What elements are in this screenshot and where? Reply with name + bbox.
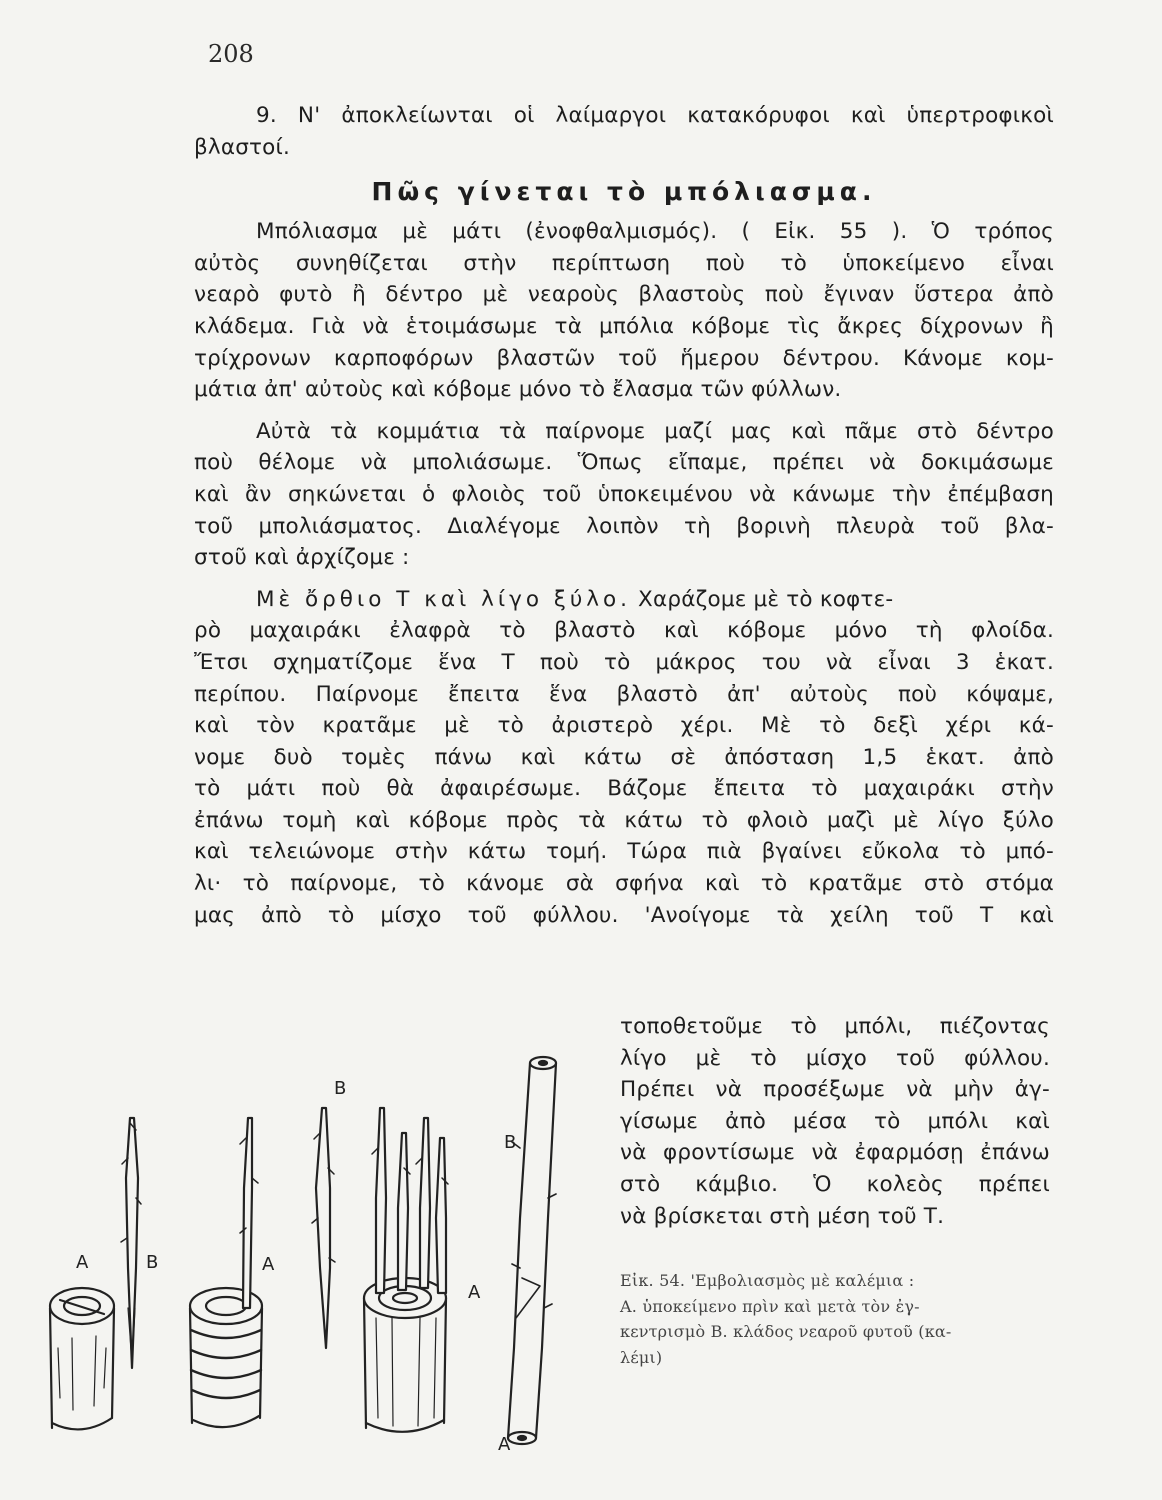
label-b: B	[504, 1132, 517, 1153]
text-line: Αὐτὰ τὰ κομμάτια τὰ παίρνομε μαζί μας καὶ πᾶμε στὸ δέντρο	[256, 418, 1054, 444]
text-line: Μπόλιασμα μὲ μάτι (ἐνοφθαλμισμός). ( Εἰκ. 55 ). Ὁ τρόπος	[256, 219, 1054, 245]
text-line: νὰ φροντίσωμε νὰ ἐφαρμόσῃ ἐπάνω	[620, 1140, 1050, 1166]
subheading-lead: Μὲ ὄρθιο Τ καὶ λίγο ξύλο.	[256, 586, 631, 612]
text-line: τὸ μάτι ποὺ θὰ ἀφαιρέσωμε. Βάζομε ἔπειτα τὸ μαχαιράκι στὴν	[194, 776, 1054, 802]
text-line: καὶ τελειώνομε στὴν κάτω τομή. Τώρα πιὰ βγαίνει εὔκολα τὸ μπό-	[194, 839, 1054, 865]
text-line: στοῦ καὶ ἀρχίζομε :	[194, 545, 410, 571]
label-b: B	[334, 1078, 347, 1099]
side-text	[620, 1011, 1050, 1232]
text-line: ἐπάνω τομὴ καὶ κόβομε πρὸς τὰ κάτω τὸ φλοιὸ μαζὶ μὲ λίγο ξύλο	[194, 807, 1054, 833]
figure-caption	[620, 1268, 1050, 1370]
caption-line: Εἰκ. 54. 'Εμβολιασμὸς μὲ καλέμια :	[620, 1271, 915, 1290]
text-line: λι· τὸ παίρνομε, τὸ κάνομε σὰ σφήνα καὶ τὸ κρατᾶμε στὸ στόμα	[194, 871, 1054, 897]
label-a: A	[468, 1282, 481, 1303]
text-line: νὰ βρίσκεται στὴ μέση τοῦ Τ.	[620, 1203, 945, 1229]
caption-line: Α. ὑποκείμενο πρὶν καὶ μετὰ τὸν ἐγ-	[620, 1296, 920, 1316]
text-line: στὸ κάμβιο. Ὁ κολεὸς πρέπει	[620, 1171, 1050, 1197]
text-line: 9. Ν' ἀποκλείωνται οἱ λαίμαργοι κατακόρυφοι καὶ ὑπερτροφικοὶ	[256, 103, 1054, 128]
label-a: A	[76, 1252, 89, 1273]
text-line: μας ἀπὸ τὸ μίσχο τοῦ φύλλου. 'Ανοίγομε τὰ χείλη τοῦ Τ καὶ	[194, 902, 1054, 928]
section-heading: Πῶς γίνεται τὸ μπόλιασμα.	[371, 177, 877, 207]
text-line: περίπου. Παίρνομε ἔπειτα ἕνα βλαστὸ ἀπ' αὐτοὺς ποὺ κόψαμε,	[194, 681, 1054, 707]
grafting-illustration	[0, 1018, 600, 1455]
main-text	[194, 100, 1054, 931]
text-line: καὶ τὸν κρατᾶμε μὲ τὸ ἀριστερὸ χέρι. Μὲ τὸ δεξὶ χέρι κά-	[194, 713, 1054, 739]
label-b: B	[146, 1252, 159, 1273]
text-line: μάτια ἀπ' αὐτοὺς καὶ κόβομε μόνο τὸ ἔλασμα τῶν φύλλων.	[194, 377, 842, 403]
text-line: καὶ ἂν σηκώνεται ὁ φλοιὸς τοῦ ὑποκειμένου νὰ κάνωμε τὴν ἐπέμβαση	[194, 481, 1054, 507]
text-line: τοῦ μπολιάσματος. Διαλέγομε λοιπὸν τὴ βορινὴ πλευρὰ τοῦ βλα-	[194, 513, 1054, 539]
text-line: βλαστοί.	[194, 134, 291, 160]
text-line: τρίχρονων καρποφόρων βλαστῶν τοῦ ἥμερου δέντρου. Κάνομε κομ-	[194, 345, 1054, 371]
text-line	[194, 584, 1054, 616]
page-number: 208	[208, 40, 254, 68]
caption-line: λέμι)	[620, 1347, 663, 1367]
label-a: A	[498, 1434, 511, 1455]
text-line: ποὺ θέλομε νὰ μπολιάσωμε. Ὅπως εἴπαμε, πρέπει νὰ δοκιμάσωμε	[194, 450, 1054, 476]
caption-line: κεντρισμὸ Β. κλάδος νεαροῦ φυτοῦ (κα-	[620, 1322, 952, 1341]
text-line: τοποθετοῦμε τὸ μπόλι, πιέζοντας	[620, 1014, 1050, 1039]
text-line: αὐτὸς συνηθίζεται στὴν περίπτωση ποὺ τὸ ὑποκείμενο εἶναι	[194, 250, 1054, 276]
text-line: κλάδεμα. Γιὰ νὰ ἑτοιμάσωμε τὰ μπόλια κόβομε τὶς ἄκρες δίχρονων ἢ	[194, 313, 1054, 339]
text-line: νεαρὸ φυτὸ ἢ δέντρο μὲ νεαροὺς βλαστοὺς ποὺ ἔγιναν ὕστερα ἀπὸ	[194, 282, 1054, 308]
text-line: Ἔτσι σχηματίζομε ἕνα Τ ποὺ τὸ μάκρος του νὰ εἶναι 3 ἑκατ.	[194, 649, 1054, 675]
text-line: λίγο μὲ τὸ μίσχο τοῦ φύλλου.	[620, 1045, 1050, 1071]
text-line: νομε δυὸ τομὲς πάνω καὶ κάτω σὲ ἀπόσταση 1,5 ἑκατ. ἀπὸ	[194, 744, 1054, 770]
text-fragment: Χαράζομε μὲ τὸ κοφτε-	[638, 586, 894, 612]
text-line: γίσωμε ἀπὸ μέσα τὸ μπόλι καὶ	[620, 1108, 1050, 1134]
label-a: A	[262, 1254, 275, 1275]
text-line: Πρέπει νὰ προσέξωμε νὰ μὴν ἀγ-	[620, 1077, 1050, 1103]
text-line: ρὸ μαχαιράκι ἐλαφρὰ τὸ βλαστὸ καὶ κόβομε μόνο τὴ φλοίδα.	[194, 618, 1054, 644]
